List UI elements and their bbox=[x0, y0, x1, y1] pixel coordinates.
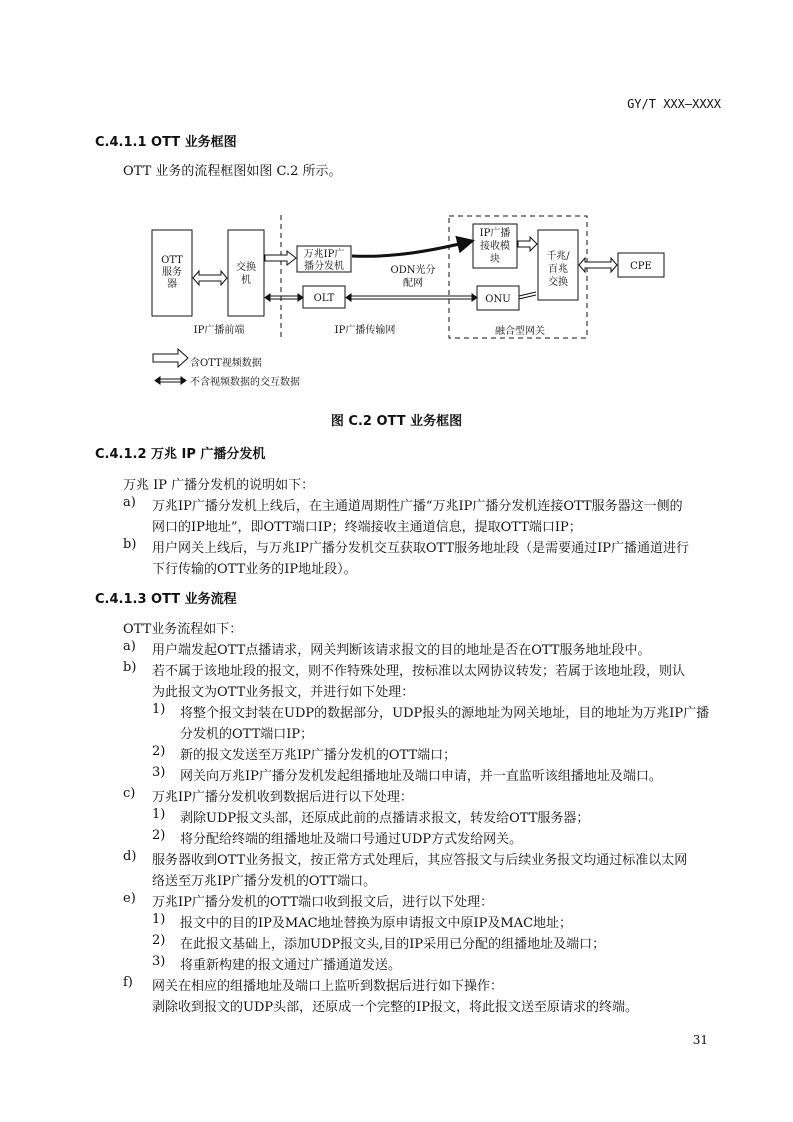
odn-line1: ODN光分 bbox=[390, 265, 436, 276]
zone-label-gateway: 融合型网关 bbox=[495, 326, 545, 337]
olt-label: OLT bbox=[313, 293, 335, 304]
list-label: a) bbox=[123, 495, 136, 510]
list-item-text: 若不属于该地址段的报文，则不作特殊处理，按标准以太网协议转发；若属于该地址段，则认 bbox=[152, 664, 686, 679]
gigabit-line2: 百兆 bbox=[548, 264, 568, 275]
paragraph: 万兆 IP 广播分发机的说明如下： bbox=[123, 478, 315, 493]
ip-recv-line2: 接收模 bbox=[480, 241, 510, 252]
list-item-text: 下行传输的OTT业务的IP地址段）。 bbox=[152, 562, 357, 577]
switch-line1: 交换 bbox=[236, 262, 256, 273]
sublist-item-text: 报文中的目的IP及MAC地址替换为原申请报文中原IP及MAC地址； bbox=[180, 916, 573, 931]
section-heading-c411: C.4.1.1 OTT 业务框图 bbox=[95, 135, 237, 150]
zone-label-transmission: IP广播传输网 bbox=[334, 325, 396, 336]
list-item-text: 网口的IP地址”，即OTT端口IP；终端接收主通道信息，提取OTT端口IP； bbox=[152, 520, 582, 535]
ott-server-line3: 器 bbox=[167, 279, 177, 290]
list-label: e) bbox=[123, 891, 136, 906]
list-label: f) bbox=[123, 975, 133, 990]
odn-line2: 配网 bbox=[403, 278, 423, 289]
section-intro: OTT 业务的流程框图如图 C.2 所示。 bbox=[123, 164, 342, 179]
list-item-text: 万兆IP广播分发机上线后，在主通道周期性广播“万兆IP广播分发机连接OTT服务器这一侧的 bbox=[152, 499, 683, 514]
legend-video-arrow bbox=[153, 349, 188, 367]
cpe-label: CPE bbox=[630, 261, 652, 272]
broadcast-link-curve bbox=[352, 241, 472, 256]
list-item-text: 万兆IP广播分发机的OTT端口收到报文后，进行以下处理： bbox=[152, 895, 494, 910]
list-item-text: 服务器收到OTT业务报文，按正常方式处理后，其应答报文与后续业务报文均通过标准以太网 bbox=[152, 853, 688, 868]
legend-interaction-arrow bbox=[155, 377, 186, 384]
sublist-item-text: 新的报文发送至万兆IP广播分发机的OTT端口； bbox=[180, 748, 457, 763]
sublist-label: 1) bbox=[152, 702, 166, 717]
sublist-item-text: 分发机的OTT端口IP； bbox=[180, 727, 314, 742]
legend-video-label: 含OTT视频数据 bbox=[190, 358, 262, 369]
figure-caption: 图 C.2 OTT 业务框图 bbox=[330, 414, 463, 429]
onu-label: ONU bbox=[485, 294, 511, 305]
sublist-label: 1) bbox=[152, 912, 166, 927]
sublist-label: 1) bbox=[152, 807, 166, 822]
interaction-link-switch-olt bbox=[265, 294, 303, 301]
paragraph: OTT业务流程如下： bbox=[123, 622, 243, 637]
ott-server-line1: OTT bbox=[161, 255, 183, 266]
sublist-item-text: 剥除UDP报文头部，还原成此前的点播请求报文，转发给OTT服务器； bbox=[180, 811, 590, 826]
list-label: d) bbox=[123, 849, 137, 864]
section-heading-c412: C.4.1.2 万兆 IP 广播分发机 bbox=[95, 447, 266, 462]
list-item-text: 络送至万兆IP广播分发机的OTT端口。 bbox=[152, 874, 377, 889]
list-item-text: 万兆IP广播分发机收到数据后进行以下处理： bbox=[152, 790, 413, 805]
list-label: b) bbox=[123, 660, 137, 675]
switch-line2: 机 bbox=[241, 275, 251, 286]
video-arrow-recv-gigabit bbox=[518, 237, 537, 251]
wanzhao-line1: 万兆IP广 bbox=[303, 249, 345, 260]
section-heading-c413: C.4.1.3 OTT 业务流程 bbox=[95, 592, 237, 607]
sublist-item-text: 在此报文基础上，添加UDP报文头,目的IP采用已分配的组播地址及端口； bbox=[180, 937, 606, 952]
gigabit-line1: 千兆/ bbox=[546, 251, 570, 262]
list-label: b) bbox=[123, 537, 137, 552]
video-arrow-server-switch bbox=[193, 271, 227, 285]
list-item-text: 用户网关上线后，与万兆IP广播分发机交互获取OTT服务地址段（是需要通过IP广播通道进行 bbox=[152, 541, 690, 556]
list-item-text: 用户端发起OTT点播请求，网关判断该请求报文的目的地址是否在OTT服务地址段中。 bbox=[152, 643, 651, 658]
ott-block-diagram bbox=[0, 0, 793, 400]
sublist-label: 2) bbox=[152, 933, 166, 948]
list-label: a) bbox=[123, 639, 136, 654]
switch-box bbox=[228, 230, 264, 316]
page-number: 31 bbox=[692, 1033, 708, 1047]
list-label: c) bbox=[123, 786, 136, 801]
ip-recv-line3: 块 bbox=[490, 254, 500, 265]
sublist-item-text: 将分配给终端的组播地址及端口号通过UDP方式发给网关。 bbox=[180, 832, 523, 847]
interaction-link-onu-gigabit bbox=[519, 292, 536, 299]
sublist-item-text: 将整个报文封装在UDP的数据部分，UDP报头的源地址为网关地址，目的地址为万兆IP广播 bbox=[180, 706, 710, 721]
sublist-label: 2) bbox=[152, 744, 166, 759]
gigabit-line3: 交换 bbox=[548, 277, 568, 288]
sublist-label: 3) bbox=[152, 954, 166, 969]
standard-number: GY/T XXX—XXXX bbox=[627, 97, 721, 111]
ip-recv-line1: IP广播 bbox=[479, 228, 511, 239]
sublist-item-text: 网关向万兆IP广播分发机发起组播地址及端口申请，并一直监听该组播地址及端口。 bbox=[180, 769, 662, 784]
legend-interaction-label: 不含视频数据的交互数据 bbox=[190, 377, 300, 388]
video-arrow-gigabit-cpe bbox=[579, 258, 617, 272]
zone-label-front: IP广播前端 bbox=[193, 325, 245, 336]
sublist-item-text: 将重新构建的报文通过广播通道发送。 bbox=[180, 958, 402, 973]
list-item-text: 为此报文为OTT业务报文，并进行如下处理： bbox=[152, 685, 415, 700]
sublist-label: 3) bbox=[152, 765, 166, 780]
interaction-link-olt-onu bbox=[346, 294, 477, 301]
ott-server-line2: 服务 bbox=[162, 267, 182, 278]
list-item-text: 网关在相应的组播地址及端口上监听到数据后进行如下操作： bbox=[152, 979, 504, 994]
list-item-text: 剥除收到报文的UDP头部，还原成一个完整的IP报文，将此报文送至原请求的终端。 bbox=[152, 1000, 639, 1015]
sublist-label: 2) bbox=[152, 828, 166, 843]
wanzhao-line2: 播分发机 bbox=[304, 261, 344, 272]
